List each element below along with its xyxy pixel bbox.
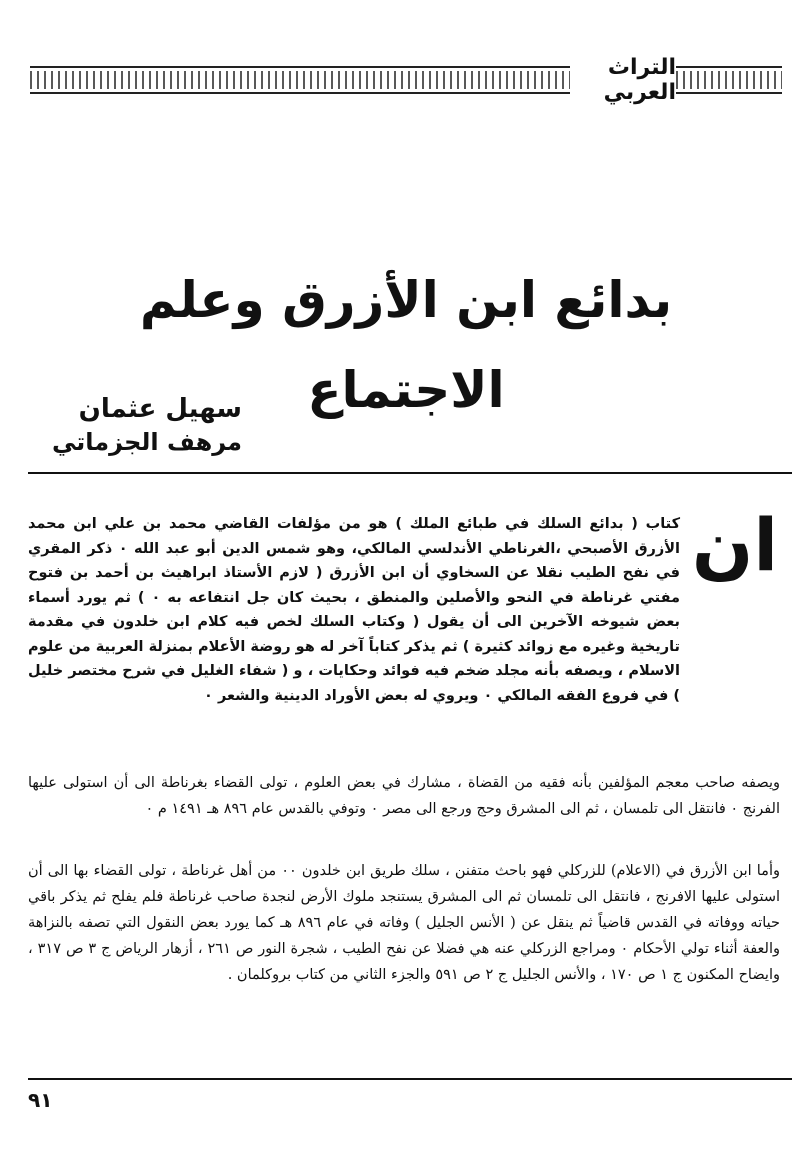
ornament-rule-top bbox=[30, 66, 570, 68]
article-title: بدائع ابن الأزرق وعلم الاجتماع bbox=[139, 271, 673, 419]
header-ornament-right bbox=[676, 62, 782, 98]
author-name: مرهف الجزماتي bbox=[52, 428, 242, 456]
intro-paragraph: كتاب ( بدائع السلك في طبائع الملك ) هو من مؤلفات القاضي محمد بن علي ابن محمد الأزرق الأصبحي ،الغرناطي الأندلسي المالكي، وهو شمس الدين أبو عبد الله ٠ ذكر المقري في نفح الطيب نقلا عن السخاوي أن ابن الأزرق ( لازم الأستاذ ابراهيث بن أحمد بن فتوح مفتي غرناطة في النحو والأصلين والمنطق ، بحيث كان جل انتفاعه به ٠ ) ثم يورد أسماء بعض شيوخه الآخرين الى أن يقول ( وكتاب السلك لخص فيه كلام ابن خلدون في مقدمة تاريخية وغيره مع زوائد كثيرة ) ثم يذكر كتاباً آخر له هو روضة الأعلام بمنزلة العربية من علوم الاسلام ، ويصفه بأنه مجلد ضخم فيه فوائد وحكايات ، و ( شفاء الغليل في شرح مختصر خليل ) في فروع الفقه المالكي ٠ ويروي له بعض الأوراد الدينية والشعر ٠ bbox=[28, 516, 680, 704]
ornament-rule-bottom bbox=[676, 92, 782, 94]
author-block bbox=[42, 392, 242, 458]
body-paragraph: ويصفه صاحب معجم المؤلفين بأنه فقيه من القضاة ، مشارك في بعض العلوم ، تولى القضاء بغرناطة الى أن استولى عليها الفرنج ٠ فانتقل الى تلمسان ، ثم الى المشرق وحج ورجع الى مصر ٠ وتوفي بالقدس عام ٨٩٦ هـ ١٤٩١ م ٠ bbox=[28, 775, 780, 817]
ornament-rule-top bbox=[676, 66, 782, 68]
ornament-rule-bottom bbox=[30, 92, 570, 94]
page-number: ٩١ bbox=[28, 1088, 53, 1112]
ornament-pattern bbox=[676, 71, 782, 89]
magazine-logo: التراث العربي bbox=[603, 55, 676, 105]
header-ornament-left bbox=[30, 62, 570, 98]
section-divider bbox=[28, 472, 792, 474]
footer-divider bbox=[28, 1078, 792, 1080]
body-paragraph: وأما ابن الأزرق في (الاعلام) للزركلي فهو باحث متفنن ، سلك طريق ابن خلدون ٠٠ من أهل غرناطة ، تولى القضاء بها الى أن استولى عليها الافرنج ، فانتقل الى تلمسان ثم الى المشرق يستنجد ملوك الأرض لنجدة صاحب غرناطة فلم يفلح ثم يذكر باقي حياته ووفاته في القدس قاضياً ثم ينقل عن ( الأنس الجليل ) وفاته في عام ٨٩٦ هـ كما يورد بعض النقول التي تصفه بالنزاهة والعفة أثناء تولي الأحكام ٠ ومراجع الزركلي عنه هي فضلا عن نفح الطيب ، شجرة النور ص ٢٦١ ، أزهار الرياض ج ٣ ص ٣١٧ ، وايضاح المكنون ج ١ ص ١٧٠ ، والأنس الجليل ج ٢ ص ٥٩١ والجزء الثاني من كتاب بروكلمان . bbox=[28, 863, 780, 983]
drop-cap: ان bbox=[691, 503, 779, 587]
author-name: سهيل عثمان bbox=[78, 394, 242, 424]
ornament-pattern bbox=[30, 71, 570, 89]
